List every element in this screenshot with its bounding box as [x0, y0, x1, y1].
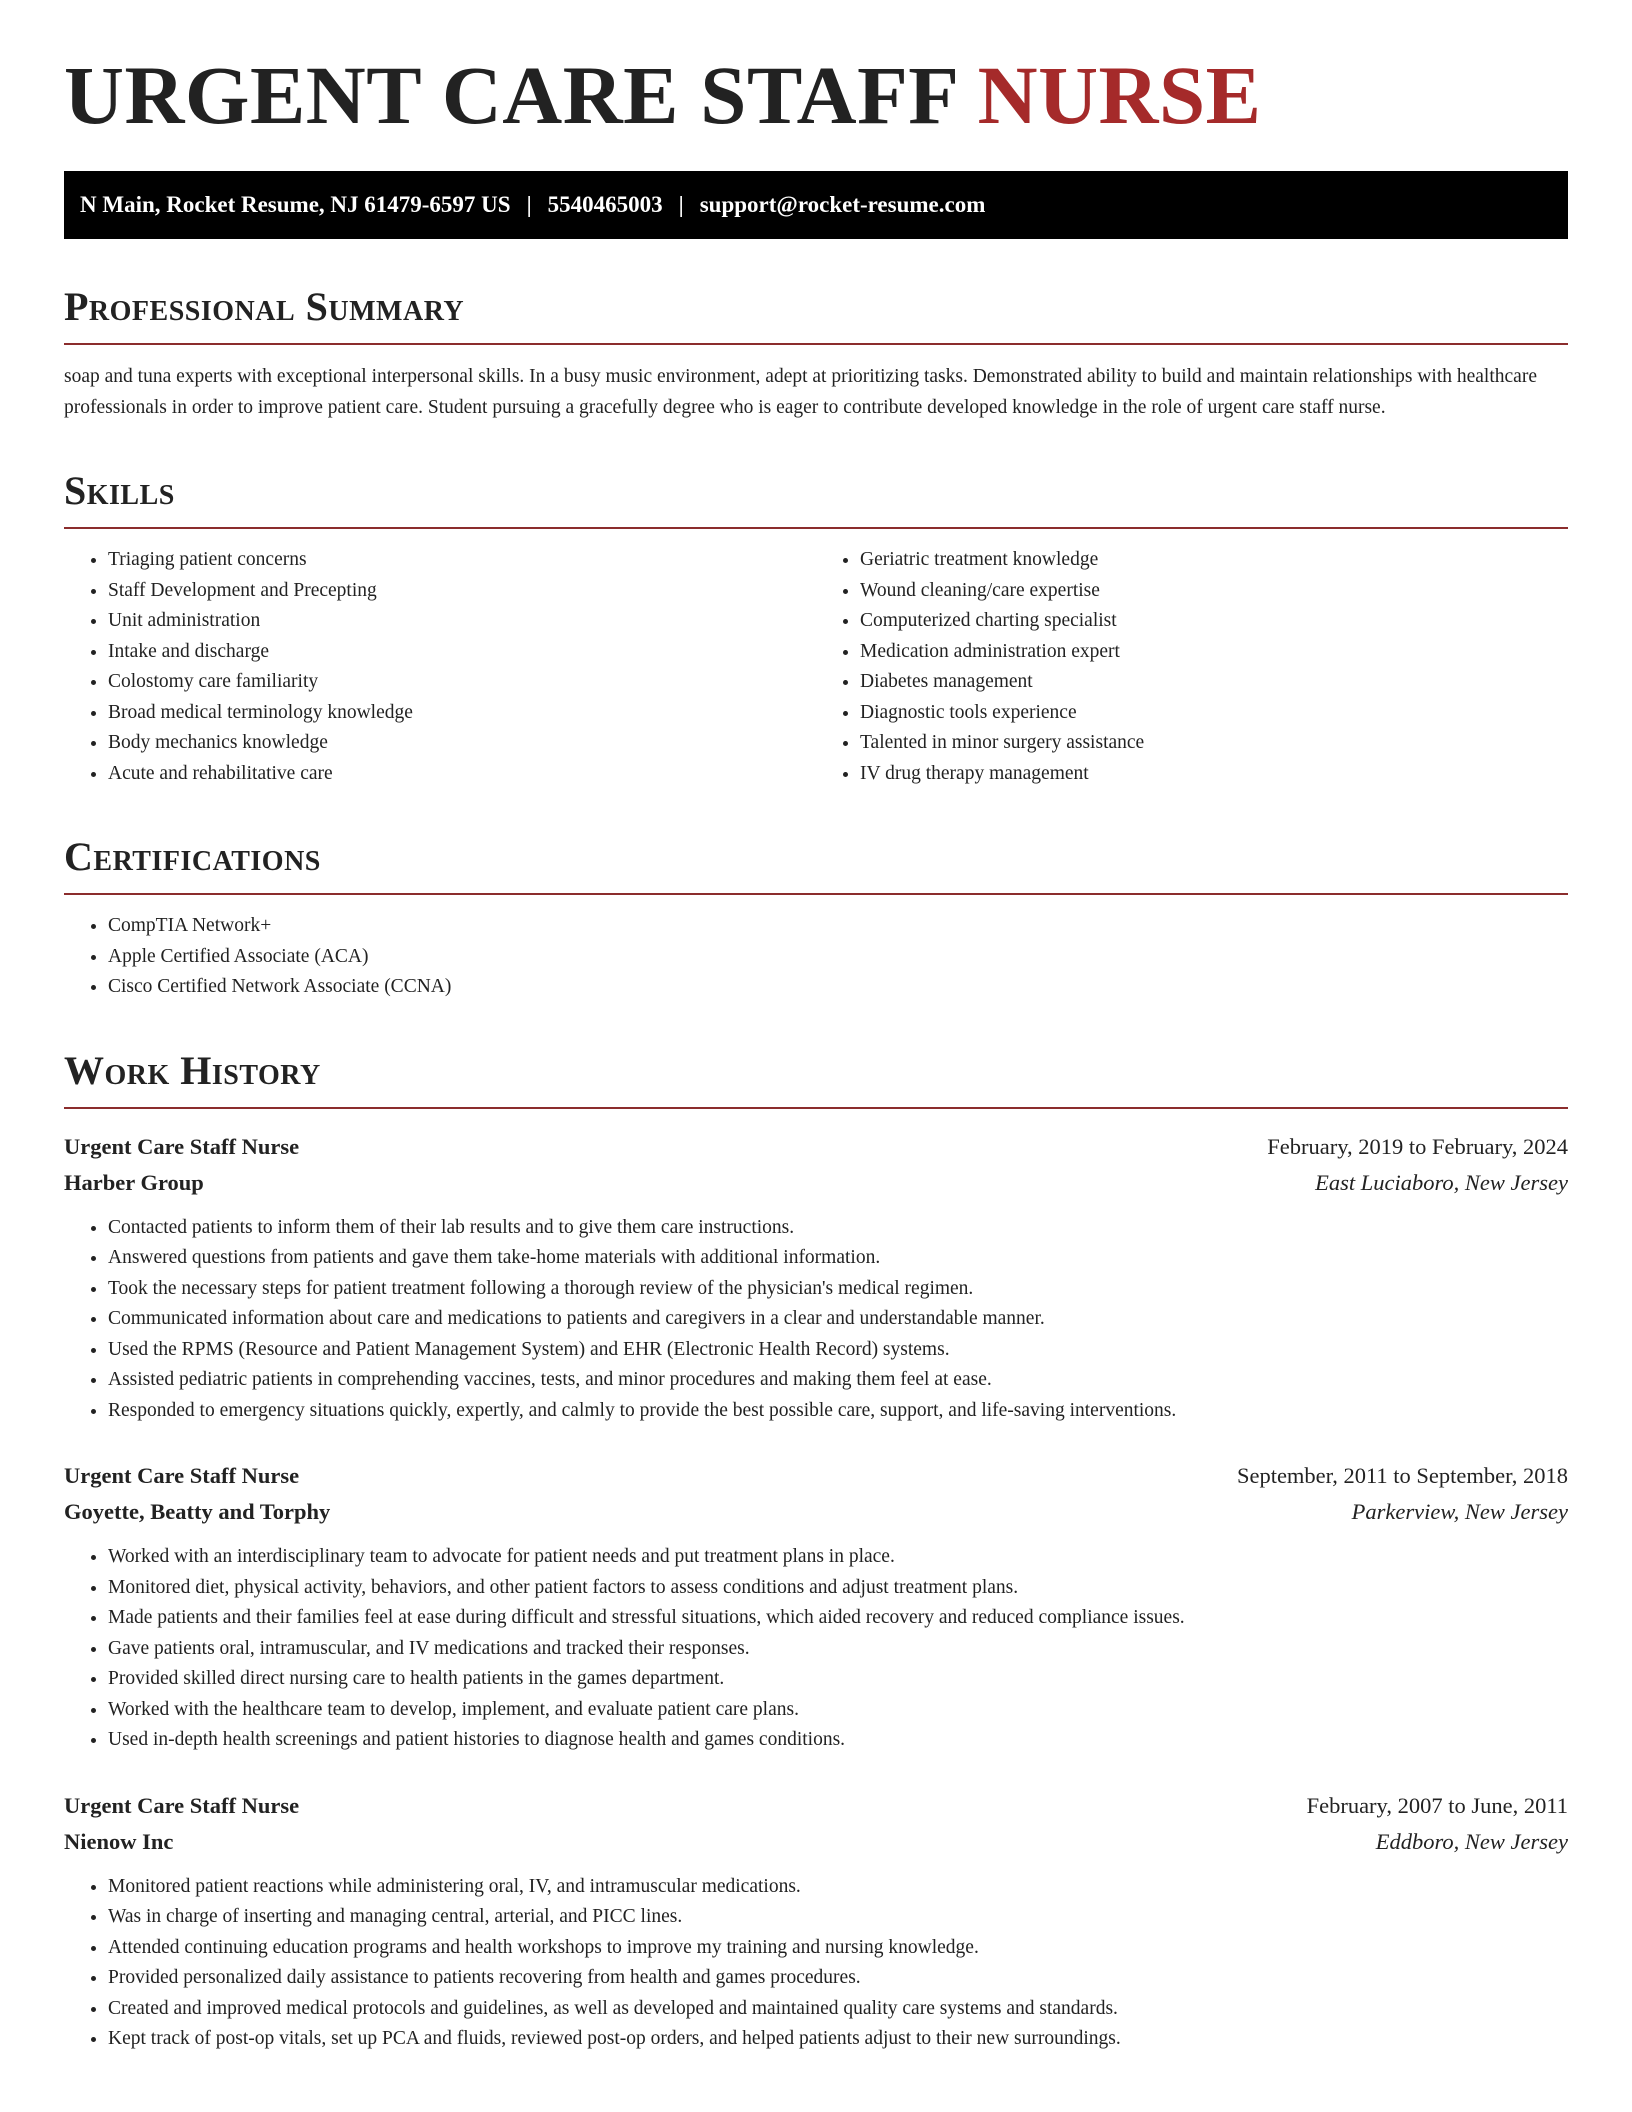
- job-title: Urgent Care Staff Nurse: [64, 1463, 300, 1489]
- job-duty: • Monitored patient reactions while administering oral, IV, and intramuscular medications.: [108, 1872, 1568, 1903]
- skill-item: • Diabetes management: [860, 667, 1568, 698]
- job-company-row: [64, 1494, 1568, 1530]
- skills-list-left: [64, 545, 816, 789]
- job-dates: February, 2019 to February, 2024: [1267, 1133, 1568, 1159]
- job-duties: [64, 1542, 1568, 1756]
- skill-item: • Diagnostic tools experience: [860, 698, 1568, 729]
- skill-item: • Staff Development and Precepting: [108, 576, 816, 607]
- job-company: Nienow Inc: [64, 1828, 174, 1854]
- name-main: URGENT CARE STAFF: [64, 49, 957, 141]
- skill-item: • Intake and discharge: [108, 637, 816, 668]
- contact-separator: |: [526, 192, 532, 218]
- job-location: East Luciaboro, New Jersey: [1315, 1169, 1568, 1195]
- job-duty: • Responded to emergency situations quickly, expertly, and calmly to provide the best possible care, support, and life-saving interventions.: [108, 1396, 1568, 1427]
- contact-separator: |: [678, 192, 684, 218]
- skill-item: • Talented in minor surgery assistance: [860, 728, 1568, 759]
- job-duty: • Answered questions from patients and gave them take-home materials with additional information.: [108, 1243, 1568, 1274]
- job-header-row: [64, 1129, 1568, 1165]
- certification-item: • Cisco Certified Network Associate (CCNA): [108, 972, 1568, 1003]
- job-duty: • Provided skilled direct nursing care to health patients in the games department.: [108, 1664, 1568, 1695]
- job-duties: [64, 1872, 1568, 2055]
- job-title: Urgent Care Staff Nurse: [64, 1792, 300, 1818]
- job-location: Eddboro, New Jersey: [1375, 1828, 1568, 1854]
- job-dates: September, 2011 to September, 2018: [1236, 1463, 1568, 1489]
- skill-item: • Computerized charting specialist: [860, 606, 1568, 637]
- resume-name: [64, 50, 1568, 141]
- certifications-list: [64, 911, 1568, 1003]
- job-duty: • Attended continuing education programs and health workshops to improve my training and nursing knowledge.: [108, 1933, 1568, 1964]
- job-header-row: [64, 1458, 1568, 1494]
- skill-item: • Triaging patient concerns: [108, 545, 816, 576]
- skills-list-right: [816, 545, 1568, 789]
- job-entry: [64, 1458, 1568, 1756]
- work-history-heading: Work History: [64, 1047, 1568, 1109]
- skill-item: • Unit administration: [108, 606, 816, 637]
- job-duty: • Assisted pediatric patients in comprehending vaccines, tests, and minor procedures and making them feel at ease.: [108, 1365, 1568, 1396]
- certification-item: • Apple Certified Associate (ACA): [108, 942, 1568, 973]
- contact-phone: 5540465003: [547, 192, 663, 218]
- contact-address: N Main, Rocket Resume, NJ 61479-6597 US: [80, 192, 511, 218]
- skill-item: • Broad medical terminology knowledge: [108, 698, 816, 729]
- skill-item: • Acute and rehabilitative care: [108, 759, 816, 790]
- contact-bar: [64, 171, 1568, 239]
- job-duty: • Created and improved medical protocols and guidelines, as well as developed and maintained quality care systems and standards.: [108, 1994, 1568, 2025]
- job-duty: • Worked with the healthcare team to develop, implement, and evaluate patient care plans.: [108, 1695, 1568, 1726]
- skill-item: • IV drug therapy management: [860, 759, 1568, 790]
- job-duty: • Monitored diet, physical activity, behaviors, and other patient factors to assess conditions and adjust treatment plans.: [108, 1573, 1568, 1604]
- job-duty: • Used in-depth health screenings and patient histories to diagnose health and games conditions.: [108, 1725, 1568, 1756]
- skill-item: • Wound cleaning/care expertise: [860, 576, 1568, 607]
- job-company: Harber Group: [64, 1169, 204, 1195]
- job-entry: [64, 1129, 1568, 1427]
- job-duty: • Took the necessary steps for patient treatment following a thorough review of the physician's medical regimen.: [108, 1274, 1568, 1305]
- summary-heading: Professional Summary: [64, 283, 1568, 345]
- job-duty: • Worked with an interdisciplinary team to advocate for patient needs and put treatment plans in place.: [108, 1542, 1568, 1573]
- job-duties: [64, 1213, 1568, 1427]
- summary-text: soap and tuna experts with exceptional interpersonal skills. In a busy music environment, adept at prioritizing tasks. Demonstrated ability to build and maintain relationships with healthcare professionals in order to improve patient care. Student pursuing a gracefully degree who is eager to contribute developed knowledge in the role of urgent care staff nurse.: [64, 366, 1537, 419]
- skills-grid: [64, 529, 1568, 789]
- job-location: Parkerview, New Jersey: [1351, 1499, 1568, 1525]
- job-duty: • Used the RPMS (Resource and Patient Management System) and EHR (Electronic Health Record) systems.: [108, 1335, 1568, 1366]
- certifications-heading: Certifications: [64, 833, 1568, 895]
- job-duty: • Kept track of post-op vitals, set up PCA and fluids, reviewed post-op orders, and helped patients adjust to their new surroundings.: [108, 2024, 1568, 2055]
- job-duty: • Gave patients oral, intramuscular, and IV medications and tracked their responses.: [108, 1634, 1568, 1665]
- job-company-row: [64, 1824, 1568, 1860]
- job-entry: [64, 1788, 1568, 2055]
- job-title: Urgent Care Staff Nurse: [64, 1133, 300, 1159]
- certification-item: • CompTIA Network+: [108, 911, 1568, 942]
- job-duty: • Communicated information about care and medications to patients and caregivers in a clear and understandable manner.: [108, 1304, 1568, 1335]
- skill-item: • Medication administration expert: [860, 637, 1568, 668]
- job-company-row: [64, 1165, 1568, 1201]
- job-header-row: [64, 1788, 1568, 1824]
- contact-email[interactable]: support@rocket-resume.com: [699, 192, 986, 218]
- job-duty: • Was in charge of inserting and managing central, arterial, and PICC lines.: [108, 1902, 1568, 1933]
- job-duty: • Provided personalized daily assistance to patients recovering from health and games procedures.: [108, 1963, 1568, 1994]
- skill-item: • Body mechanics knowledge: [108, 728, 816, 759]
- job-duty: • Made patients and their families feel at ease during difficult and stressful situations, which aided recovery and reduced compliance issues.: [108, 1603, 1568, 1634]
- job-dates: February, 2007 to June, 2011: [1306, 1792, 1568, 1818]
- skill-item: • Colostomy care familiarity: [108, 667, 816, 698]
- job-duty: • Contacted patients to inform them of their lab results and to give them care instructions.: [108, 1213, 1568, 1244]
- name-accent: NURSE: [977, 49, 1262, 141]
- skills-heading: Skills: [64, 467, 1568, 529]
- skill-item: • Geriatric treatment knowledge: [860, 545, 1568, 576]
- job-company: Goyette, Beatty and Torphy: [64, 1499, 331, 1525]
